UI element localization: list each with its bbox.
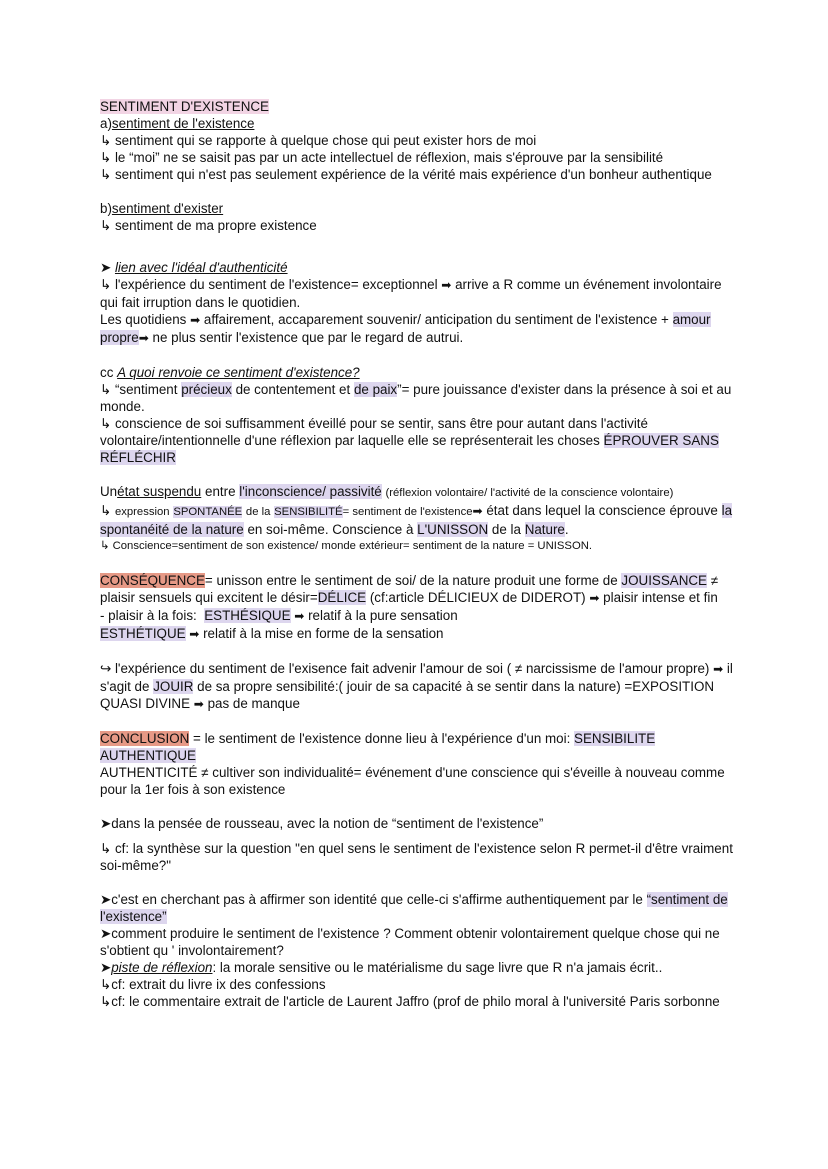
paragraph: Les quotidiens ➡ affairement, accaparement souvenir/ anticipation du sentiment de l'existence + amour propre➡ ne plus sentir l'existence que par le regard de autrui. bbox=[100, 312, 711, 345]
section-a-heading: a)sentiment de l'existence bbox=[100, 116, 255, 131]
paragraph: ➤comment produire le sentiment de l'existence ? Comment obtenir volontairement quelque chose qui ne s'obtient qu ' involontairement? bbox=[100, 926, 720, 958]
paragraph: ➤c'est en cherchant pas à affirmer son identité que celle-ci s'affirme authentiquement par le “sentiment de l'existence” bbox=[100, 892, 728, 924]
paragraph: CONSÉQUENCE= unisson entre le sentiment de soi/ de la nature produit une forme de JOUISSANCE ≠ plaisir sensuels qui excitent le désir=DÉLICE (cf:article DÉLICIEUX de DIDEROT) ➡ plaisir intense et fin bbox=[100, 573, 719, 605]
arrow-icon: ➡ bbox=[294, 609, 305, 623]
hook-icon: ↳ bbox=[100, 167, 115, 182]
list-item: ↳ sentiment qui se rapporte à quelque chose qui peut exister hors de moi bbox=[100, 133, 537, 148]
hook-icon: ↳ bbox=[100, 540, 113, 552]
hook-icon: ↳ bbox=[100, 503, 115, 518]
hook-icon: ↳ bbox=[100, 150, 115, 165]
hook-icon: ↳ bbox=[100, 841, 115, 856]
pointer-icon: ➤ bbox=[100, 926, 112, 941]
hook-icon: ↳ bbox=[100, 382, 115, 397]
list-item: ↳ le “moi” ne se saisit pas par un acte intellectuel de réflexion, mais s'éprouve par la sensibilité bbox=[100, 150, 664, 165]
hook-small-icon: ↪ bbox=[100, 661, 115, 676]
paragraph: - plaisir à la fois: ESTHÉSIQUE ➡ relatif à la pure sensation bbox=[100, 608, 458, 623]
section-b-heading: b)sentiment d'exister bbox=[100, 201, 224, 216]
paragraph: Unétat suspendu entre l'inconscience/ passivité (réflexion volontaire/ l'activité de la conscience volontaire) bbox=[100, 484, 674, 499]
hook-icon: ↳ bbox=[100, 416, 115, 431]
consequence-label: CONSÉQUENCE bbox=[100, 573, 205, 588]
hook-icon: ↳ bbox=[100, 977, 112, 992]
list-item: ↳ l'expérience du sentiment de l'existence= exceptionnel ➡ arrive a R comme un événement involontaire qui fait irruption dans le quotidien. bbox=[100, 277, 722, 310]
arrow-icon: ➡ bbox=[472, 504, 483, 518]
list-item: ↳cf: le commentaire extrait de l'article de Laurent Jaffro (prof de philo moral à l'université Paris sorbonne bbox=[100, 994, 720, 1009]
arrow-icon: ➡ bbox=[713, 662, 724, 676]
pointer-icon: ➤ bbox=[100, 960, 112, 975]
paragraph: ESTHÉTIQUE ➡ relatif à la mise en forme de la sensation bbox=[100, 626, 444, 641]
paragraph: ➤piste de réflexion: la morale sensitive ou le matérialisme du sage livre que R n'a jamais écrit.. bbox=[100, 960, 663, 975]
arrow-icon: ➡ bbox=[190, 313, 201, 327]
arrow-icon: ➡ bbox=[441, 278, 452, 292]
pointer-icon: ➤ bbox=[100, 816, 112, 831]
arrow-icon: ➡ bbox=[193, 697, 204, 711]
paragraph: ➤dans la pensée de rousseau, avec la notion de “sentiment de l'existence” bbox=[100, 816, 544, 831]
lien-heading: ➤ lien avec l'idéal d'authenticité bbox=[100, 260, 288, 275]
hook-icon: ↳ bbox=[100, 994, 112, 1009]
hook-icon: ↳ bbox=[100, 133, 115, 148]
pointer-icon: ➤ bbox=[100, 892, 112, 907]
list-item: ↳ Conscience=sentiment de son existence/ monde extérieur= sentiment de la nature = UNISSON. bbox=[100, 540, 593, 552]
hook-icon: ↳ bbox=[100, 218, 115, 233]
arrow-icon: ➡ bbox=[138, 331, 149, 345]
paragraph: CONCLUSION = le sentiment de l'existence donne lieu à l'expérience d'un moi: SENSIBILITE AUTHENTIQUE bbox=[100, 731, 656, 763]
list-item: ↳ sentiment qui n'est pas seulement expérience de la vérité mais expérience d'un bonheur authentique bbox=[100, 167, 712, 182]
list-item: ↳ conscience de soi suffisamment éveillé pour se sentir, sans être pour autant dans l'activité volontaire/intentionnelle d'une réflexion par laquelle elle se représenterait les choses ÉPROUVER SANS RÉFLÉCHIR bbox=[100, 416, 719, 465]
arrow-icon: ➡ bbox=[189, 627, 200, 641]
list-item: ↳cf: extrait du livre ix des confessions bbox=[100, 977, 326, 992]
arrow-icon: ➡ bbox=[589, 591, 600, 605]
list-item: ↳ sentiment de ma propre existence bbox=[100, 218, 317, 233]
page-title: SENTIMENT D'EXISTENCE bbox=[100, 99, 269, 114]
pointer-icon: ➤ bbox=[100, 260, 115, 275]
paragraph: ↪ l'expérience du sentiment de l'exisence fait advenir l'amour de soi ( ≠ narcissisme de l'amour propre) ➡ il s'agit de JOUIR de sa propre sensibilité:( jouir de sa capacité à se sentir dans la nature) =EXPOSITION QUASI DIVINE ➡ pas de manque bbox=[100, 661, 733, 711]
renvoie-heading: cc A quoi renvoie ce sentiment d'existence? bbox=[100, 365, 360, 380]
conclusion-label: CONCLUSION bbox=[100, 731, 190, 746]
list-item: ↳ expression SPONTANÉE de la SENSIBILITÉ= sentiment de l'existence➡ état dans lequel la conscience éprouve la spontanéité de la nature en soi-même. Conscience à L'UNISSON de la Nature. bbox=[100, 503, 733, 537]
paragraph: AUTHENTICITÉ ≠ cultiver son individualité= événement d'une conscience qui s'éveille à nouveau comme pour la 1er fois à son existence bbox=[100, 765, 725, 797]
document-body bbox=[100, 98, 740, 1010]
list-item: ↳ “sentiment précieux de contentement et de paix”= pure jouissance d'exister dans la présence à soi et au monde. bbox=[100, 382, 732, 414]
hook-icon: ↳ bbox=[100, 277, 115, 292]
list-item: ↳ cf: la synthèse sur la question "en quel sens le sentiment de l'existence selon R permet-il d'être vraiment soi-même?" bbox=[100, 841, 733, 873]
